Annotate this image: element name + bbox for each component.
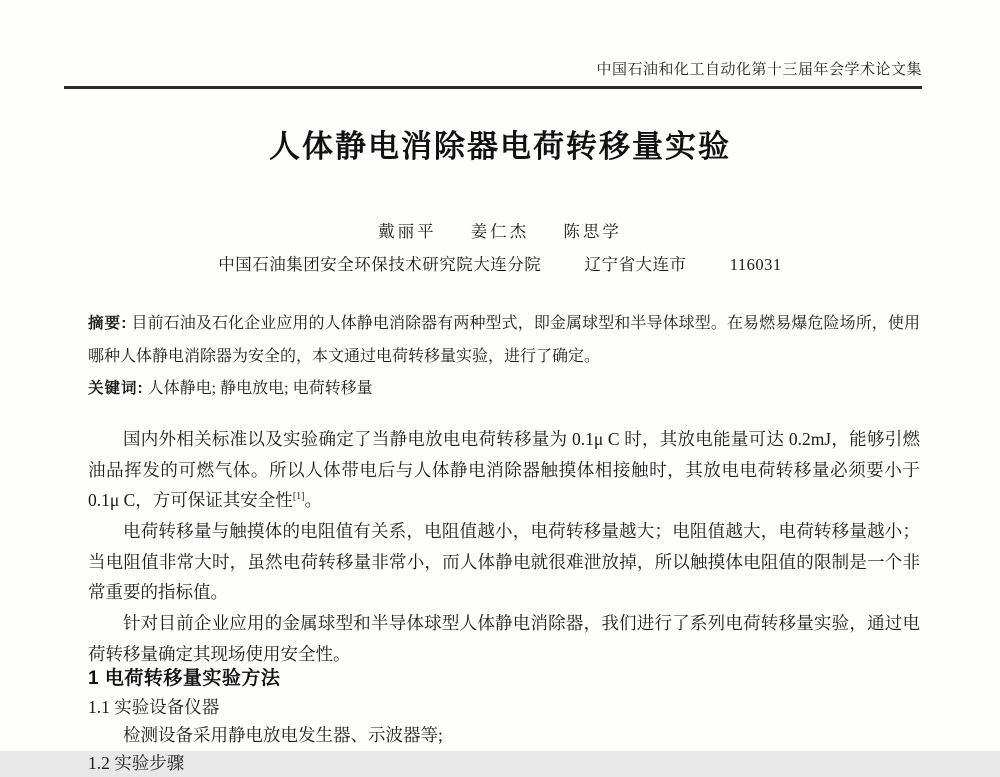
paragraph-text-main: 国内外相关标准以及实验确定了当静电放电电荷转移量为 0.1μ C 时，其放电能量可达 0.2mJ，能够引燃油品挥发的可燃气体。所以人体带电后与人体静电消除器触摸体相接触时，其放电电荷转移量必须要小于 0.1μ C，方可保证其安全性 bbox=[88, 429, 920, 510]
affiliation-line bbox=[0, 251, 1000, 275]
header-rule bbox=[64, 86, 922, 89]
subsection-heading-1-1: 1.1 实验设备仪器 bbox=[88, 697, 220, 717]
citation-superscript: [1] bbox=[292, 491, 305, 503]
keywords-line bbox=[88, 373, 920, 406]
abstract-text: 目前石油及石化企业应用的人体静电消除器有两种型式，即金属球型和半导体球型。在易燃易爆危险场所，使用哪种人体静电消除器为安全的，本文通过电荷转移量实验，进行了确定。 bbox=[88, 315, 920, 365]
author-name: 戴丽平 bbox=[378, 222, 437, 241]
paragraph-text: 电荷转移量与触摸体的电阻值有关系，电阻值越小，电荷转移量越大；电阻值越大，电荷转移量越小；当电阻值非常大时，虽然电荷转移量非常小，而人体静电就很难泄放掉，所以触摸体电阻值的限制是一个非常重要的指标值。 bbox=[88, 521, 920, 602]
running-head: 中国石油和化工自动化第十三届年会学术论文集 bbox=[596, 62, 922, 78]
body-paragraph-3 bbox=[88, 608, 920, 669]
affiliation-postcode: 116031 bbox=[729, 255, 782, 274]
body-paragraph-1 bbox=[88, 424, 920, 516]
paper-title: 人体静电消除器电荷转移量实验 bbox=[269, 129, 731, 164]
author-name: 陈思学 bbox=[563, 222, 622, 241]
paragraph-text: 针对目前企业应用的金属球型和半导体球型人体静电消除器，我们进行了系列电荷转移量实验，通过电荷转移量确定其现场使用安全性。 bbox=[88, 613, 920, 664]
affiliation-city: 辽宁省大连市 bbox=[584, 255, 687, 274]
subsection-1-1-text: 检测设备采用静电放电发生器、示波器等; bbox=[123, 725, 443, 745]
affiliation-name: 中国石油集团安全环保技术研究院大连分院 bbox=[218, 255, 542, 274]
body-paragraph-2 bbox=[88, 516, 920, 608]
abstract-paragraph bbox=[88, 308, 920, 373]
paragraph-text-end: 。 bbox=[304, 490, 322, 510]
paragraph-text bbox=[88, 424, 920, 516]
subsection-heading-1-2: 1.2 实验步骤 bbox=[88, 753, 185, 773]
author-line bbox=[0, 218, 1000, 242]
author-name: 姜仁杰 bbox=[470, 222, 530, 241]
abstract-block bbox=[88, 308, 920, 406]
keywords-text: 人体静电; 静电放电; 电荷转移量 bbox=[147, 380, 373, 397]
keywords-label: 关键词: bbox=[88, 380, 144, 397]
abstract-label: 摘要: bbox=[88, 315, 128, 332]
section-heading-1: 1 电荷转移量实验方法 bbox=[88, 668, 281, 689]
section-block bbox=[88, 664, 920, 777]
